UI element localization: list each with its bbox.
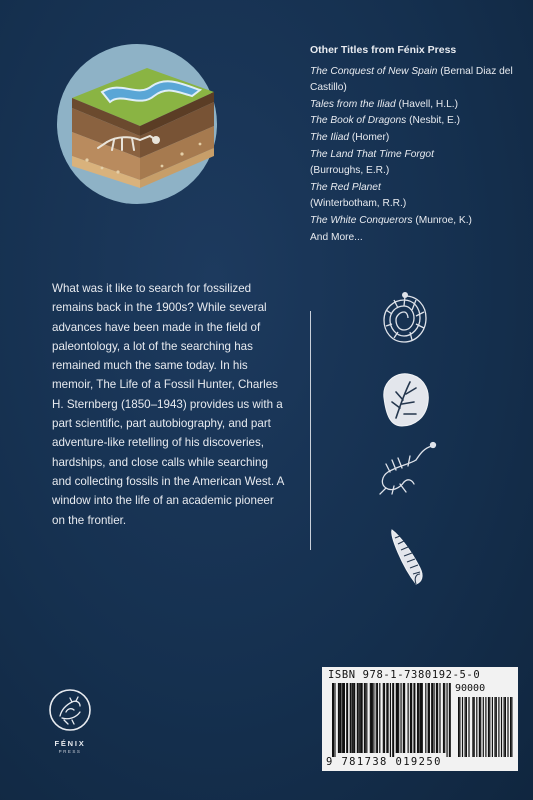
barcode-addon-bar <box>492 697 493 757</box>
barcode-bar <box>413 683 415 753</box>
other-titles-heading: Other Titles from Fénix Press <box>310 44 457 56</box>
phoenix-emblem-icon <box>48 688 92 732</box>
barcode-bar <box>353 683 355 753</box>
barcode-addon-bar <box>480 697 481 757</box>
barcode-bar <box>366 683 367 753</box>
barcode-bar <box>371 683 373 753</box>
barcode-addon-bar <box>496 697 497 757</box>
barcode-bar <box>362 683 363 753</box>
barcode-bar <box>437 683 438 753</box>
barcode-bar <box>446 683 447 757</box>
book-title: The Iliad <box>310 131 350 143</box>
barcode-bar <box>408 683 409 753</box>
barcode-bar <box>443 683 444 753</box>
barcode-bar <box>344 683 345 753</box>
barcode-addon-bar <box>488 697 489 757</box>
barcode-bar <box>436 683 437 753</box>
barcode-addon-bar <box>511 697 512 757</box>
book-title: Tales from the Iliad <box>310 98 396 110</box>
barcode-bar <box>341 683 342 753</box>
barcode-addon-bar <box>466 697 467 757</box>
barcode-bar <box>346 683 348 753</box>
barcode-bar <box>444 683 445 753</box>
barcode-addon-bar <box>504 697 505 757</box>
barcode-addon-bar <box>507 697 508 757</box>
spiral-shell-fossil-icon <box>386 526 426 588</box>
publisher-logo <box>48 688 92 754</box>
barcode-bar <box>431 683 433 753</box>
vertical-divider <box>310 311 311 550</box>
book-author: (Burroughs, E.R.) <box>310 165 390 177</box>
barcode-addon-bar <box>458 697 459 757</box>
book-author: (Winterbotham, R.R.) <box>310 198 407 210</box>
book-author: (Bernal Diaz del Castillo) <box>310 65 513 94</box>
barcode-bar <box>439 683 440 753</box>
book-title: The Conquest of New Spain <box>310 65 438 77</box>
barcode-addon-bar <box>474 697 475 757</box>
barcode-bar <box>449 683 451 757</box>
barcode-addon-bar <box>510 697 511 757</box>
barcode-bar <box>419 683 420 753</box>
ammonite-fossil-icon <box>380 290 430 346</box>
barcode-addon-bar <box>489 697 490 757</box>
book-author: (Havell, H.L.) <box>395 98 458 110</box>
book-title: The Red Planet <box>310 181 381 193</box>
barcode-addon-bar <box>505 697 506 757</box>
barcode-bar <box>338 683 339 753</box>
barcode-bar <box>411 683 412 753</box>
barcode-addon-bar <box>498 697 499 757</box>
barcode-addon-digits: 90000 <box>455 683 486 694</box>
barcode-addon-bar <box>494 697 495 757</box>
barcode-bar <box>370 683 371 753</box>
book-title: The Land That Time Forgot <box>310 148 434 160</box>
barcode-bar <box>404 683 405 753</box>
book-title: The Book of Dragons <box>310 115 407 127</box>
title-entry <box>310 180 525 213</box>
barcode-bar <box>386 683 387 753</box>
title-entry <box>310 130 525 147</box>
barcode-addon-bar <box>465 697 466 757</box>
barcode-bar <box>398 683 399 753</box>
publisher-name: FÉNIX <box>54 739 86 748</box>
barcode-bar <box>339 683 341 753</box>
barcode-bar <box>332 683 334 757</box>
and-more-text: And More... <box>310 231 363 243</box>
barcode-addon-bar <box>483 697 484 757</box>
title-entry <box>310 113 525 130</box>
barcode-bar <box>422 683 423 753</box>
book-title: The White Conquerors <box>310 214 413 226</box>
barcode-bar <box>379 683 380 753</box>
barcode-bar <box>384 683 385 753</box>
barcode-bar <box>397 683 398 753</box>
title-entry <box>310 97 525 114</box>
leaf-fossil-icon <box>378 368 433 430</box>
barcode-bar <box>392 683 394 757</box>
barcode-addon-bar <box>479 697 480 757</box>
barcode-bar <box>417 683 419 753</box>
barcode-bar <box>352 683 353 753</box>
barcode-bar <box>334 683 335 757</box>
barcode-addon-bar <box>462 697 463 757</box>
soil-cross-section-illustration <box>52 40 227 205</box>
publisher-sub: PRESS <box>58 749 82 754</box>
barcode-addon-bar <box>476 697 477 757</box>
barcode-bar <box>400 683 401 753</box>
other-titles-list <box>310 42 525 246</box>
barcode-bar <box>373 683 374 753</box>
barcode-bar <box>429 683 430 753</box>
barcode-bar <box>357 683 359 753</box>
barcode-bar <box>390 683 391 757</box>
barcode-addon-bar <box>472 697 473 757</box>
book-author: (Nesbit, E.) <box>406 115 461 127</box>
barcode-bar <box>377 683 378 753</box>
barcode-addon-bar <box>459 697 460 757</box>
barcode-bar <box>383 683 384 753</box>
barcode-addon-bar <box>468 697 469 757</box>
back-cover-blurb: What was it like to search for fossilized remains back in the 1900s? While several advances have been made in the field of paleontology, a lot of the searching has remained much the same today. In his memoir, The Life of a Fossil Hunter, Charles H. Sternberg (1850–1943) provides us with a part scientific, part autobiography, and part adventure-like retelling of his discoveries, hardships, and close calls while searching and collecting fossils in the American West. A window into the life of an academic pioneer on the frontier. <box>52 282 284 527</box>
book-author: (Homer) <box>349 131 390 143</box>
barcode-bar <box>376 683 377 753</box>
plesiosaur-fossil-icon <box>376 440 438 496</box>
barcode-bar <box>425 683 426 753</box>
barcode-bar <box>359 683 360 753</box>
barcode-addon-bar <box>485 697 486 757</box>
book-author: (Munroe, K.) <box>412 214 472 226</box>
title-entry <box>310 64 525 97</box>
title-entry <box>310 147 525 180</box>
barcode-digits: 9 781738 019250 <box>326 756 442 768</box>
barcode-bar <box>387 683 388 753</box>
barcode-bar <box>350 683 352 753</box>
title-entry <box>310 213 525 230</box>
isbn-barcode <box>322 667 518 771</box>
isbn-label: ISBN 978-1-7380192-5-0 <box>328 669 481 681</box>
barcode-bar <box>433 683 434 753</box>
barcode-bar <box>364 683 366 753</box>
barcode-addon-bar <box>501 697 502 757</box>
